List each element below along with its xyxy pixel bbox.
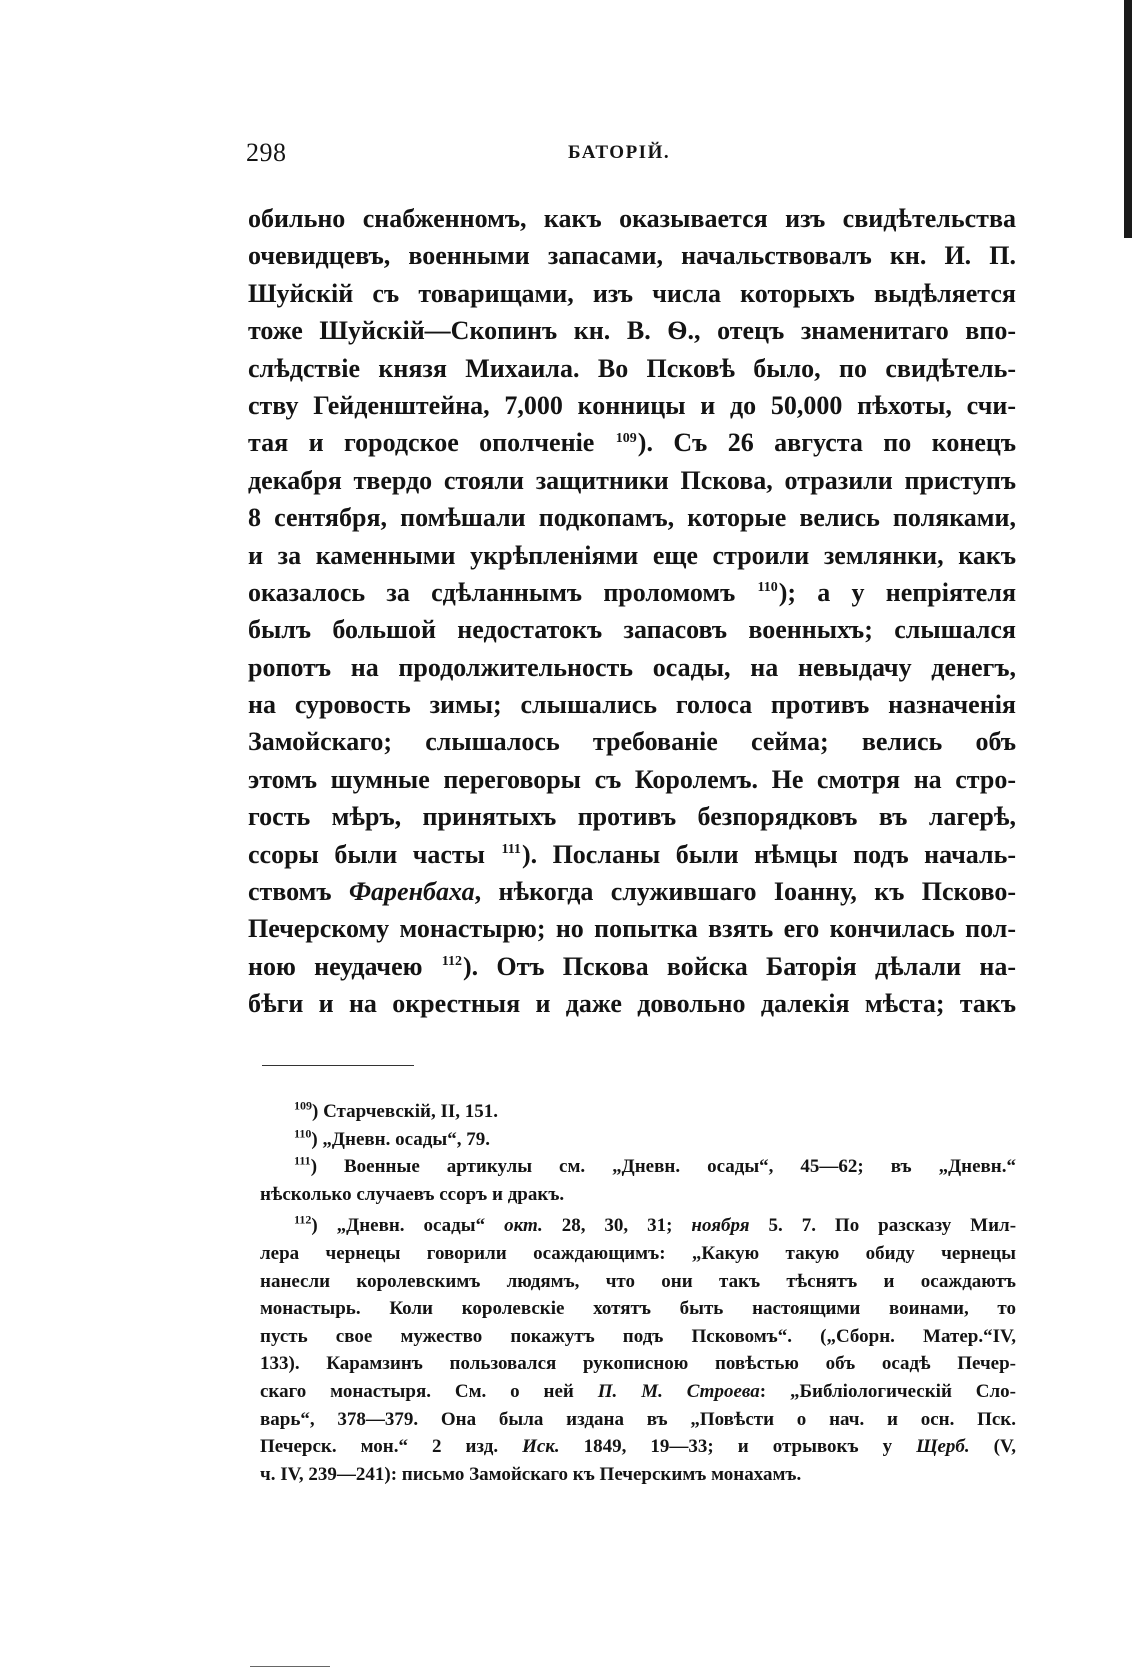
page-header <box>246 138 1018 174</box>
text-line: былъ большой недостатокъ запасовъ военныхъ; слышался <box>248 615 1016 645</box>
footnote-text: окт. <box>504 1215 543 1237</box>
author-name: П. М. Строева <box>597 1380 760 1402</box>
footnote-text: : „Библіологическій Сло- <box>759 1380 1017 1402</box>
page-edge-shadow <box>1124 0 1132 238</box>
text-line: очевидцевъ, военными запасами, начальствовалъ кн. И. П. <box>248 241 1016 271</box>
footnote-separator <box>262 1065 414 1066</box>
person-name: Фаренбаха <box>348 877 475 907</box>
text-line: бѣги и на окрестныя и даже довольно далекія мѣста; такъ <box>248 989 1016 1019</box>
text-line: 8 сентября, помѣшали подкопамъ, которые велись поляками, <box>248 503 1016 533</box>
text-line: декабря твердо стояли защитники Пскова, отразили приступъ <box>248 465 1016 495</box>
footnote-text: 5. 7. По разсказу Мил- <box>768 1215 1017 1237</box>
footnote-112-line: монастырь. Коли королевскіе хотятъ быть настоящими воинами, то <box>260 1298 1016 1320</box>
text-line: Замойскаго; слышалось требованіе сейма; велись объ <box>248 727 1016 757</box>
footnote-text: ) „Дневн. осады“, 79. <box>311 1128 490 1150</box>
footnote-112-line: варь“, 378—379. Она была издана въ „Повѣсти о нач. и осн. Пск. <box>260 1408 1016 1430</box>
footnote-112-line <box>260 1433 1016 1461</box>
text-line: на суровость зимы; слышались голоса противъ назначенія <box>248 690 1016 720</box>
text-span: ). Съ 26 августа по конецъ <box>637 428 1017 458</box>
text-line: Шуйскій съ товарищами, изъ числа которыхъ выдѣляется <box>248 278 1016 308</box>
text-line <box>248 873 1016 910</box>
bottom-scan-mark <box>250 1666 330 1667</box>
footnote-text: (V, <box>993 1436 1016 1458</box>
footnote-reference[interactable]: 112 <box>441 954 462 970</box>
text-span: ); а у непріятеля <box>778 577 1017 607</box>
footnote-text: Щерб. <box>916 1436 970 1458</box>
text-line: обильно снабженномъ, какъ оказывается изъ свидѣтельства <box>248 204 1016 233</box>
footnote-111-continuation: нѣсколько случаевъ ссоръ и дракъ. <box>260 1183 565 1205</box>
text-line: слѣдствіе князя Михаила. Во Псковѣ было, по свидѣтель- <box>248 353 1016 383</box>
footnote-112-line <box>260 1378 1016 1406</box>
footnote-text: ) „Дневн. осады“ <box>311 1215 486 1237</box>
text-line <box>248 948 1016 985</box>
text-span: ). Отъ Пскова войска Баторія дѣлали на- <box>463 951 1016 981</box>
page-number: 298 <box>246 138 287 167</box>
text-span: , нѣкогда служившаго Іоанну, къ Псково- <box>474 877 1017 907</box>
text-line: гость мѣръ, принятыхъ противъ безпорядковъ въ лагерѣ, <box>248 802 1016 832</box>
text-span: ною неудачею <box>248 951 423 981</box>
footnote-112-line: 133). Карамзинъ пользовался рукописною повѣстью объ осадѣ Печер- <box>260 1353 1016 1375</box>
footnote-text: 28, 30, 31; <box>561 1215 673 1237</box>
text-line: тоже Шуйскій—Скопинъ кн. В. Ѳ., отецъ знаменитаго впо- <box>248 316 1016 346</box>
text-line: ропотъ на продолжительность осады, на невыдачу денегъ, <box>248 652 1016 682</box>
footnote-reference[interactable]: 111 <box>501 841 521 857</box>
footnote-text: Печерск. мон.“ 2 изд. <box>260 1436 499 1458</box>
footnote-112-line: лера чернецы говорили осаждающимъ: „Какую такую обиду чернецы <box>260 1242 1016 1264</box>
footnote-112-line: пусть свое мужество покажутъ подъ Псковомъ“. („Сборн. Матер.“IV, <box>260 1325 1016 1347</box>
footnote-112-line: ч. IV, 239—241): письмо Замойскаго къ Печерскимъ монахамъ. <box>260 1463 802 1485</box>
footnotes <box>260 1098 1016 1488</box>
footnote-text: 1849, 19—33; и отрывокъ у <box>583 1436 893 1458</box>
text-span: оказалось за сдѣланнымъ проломомъ <box>248 577 736 607</box>
footnote-reference[interactable]: 109 <box>615 430 637 446</box>
main-text <box>248 200 1016 1023</box>
footnote-marker: 109 <box>294 1098 312 1113</box>
text-line: Печерскому монастырю; но попытка взять его кончилась пол- <box>248 914 1016 944</box>
text-span: ). Посланы были нѣмцы подъ началь- <box>521 839 1016 869</box>
footnote-112-line: нанесли королевскимъ людямъ, что они такъ тѣснятъ и осаждаютъ <box>260 1270 1016 1292</box>
text-line: этомъ шумные переговоры съ Королемъ. Не смотря на стро- <box>248 764 1016 794</box>
footnote-text: ) Военные артикулы см. „Дневн. осады“, 45—62; въ „Дневн.“ <box>310 1156 1016 1178</box>
text-line: и за каменными укрѣпленіями еще строили землянки, какъ <box>248 540 1016 570</box>
footnote-text: скаго монастыря. См. о ней <box>260 1380 574 1402</box>
footnote-reference[interactable]: 110 <box>757 580 778 596</box>
text-span: ствомъ <box>248 877 332 907</box>
footnote-text: ) Старчевскій, II, 151. <box>312 1101 498 1122</box>
footnote-marker: 111 <box>294 1153 311 1168</box>
text-span: тая и городское ополченіе <box>248 428 595 458</box>
footnote-110 <box>260 1126 1016 1154</box>
text-line <box>248 574 1016 611</box>
text-line <box>248 424 1016 461</box>
footnote-109 <box>260 1098 1016 1126</box>
footnote-text: Иск. <box>522 1436 560 1458</box>
running-title: БАТОРІЙ. <box>568 142 671 163</box>
footnote-marker: 112 <box>294 1213 312 1228</box>
text-line: ству Гейденштейна, 7,000 конницы и до 50,000 пѣхоты, счи- <box>248 390 1016 420</box>
footnote-text: ноября <box>691 1215 750 1237</box>
text-line <box>248 836 1016 873</box>
footnote-111 <box>260 1153 1016 1181</box>
footnote-112 <box>260 1212 1016 1240</box>
footnote-marker: 110 <box>294 1126 312 1141</box>
text-span: ссоры были часты <box>248 839 485 869</box>
